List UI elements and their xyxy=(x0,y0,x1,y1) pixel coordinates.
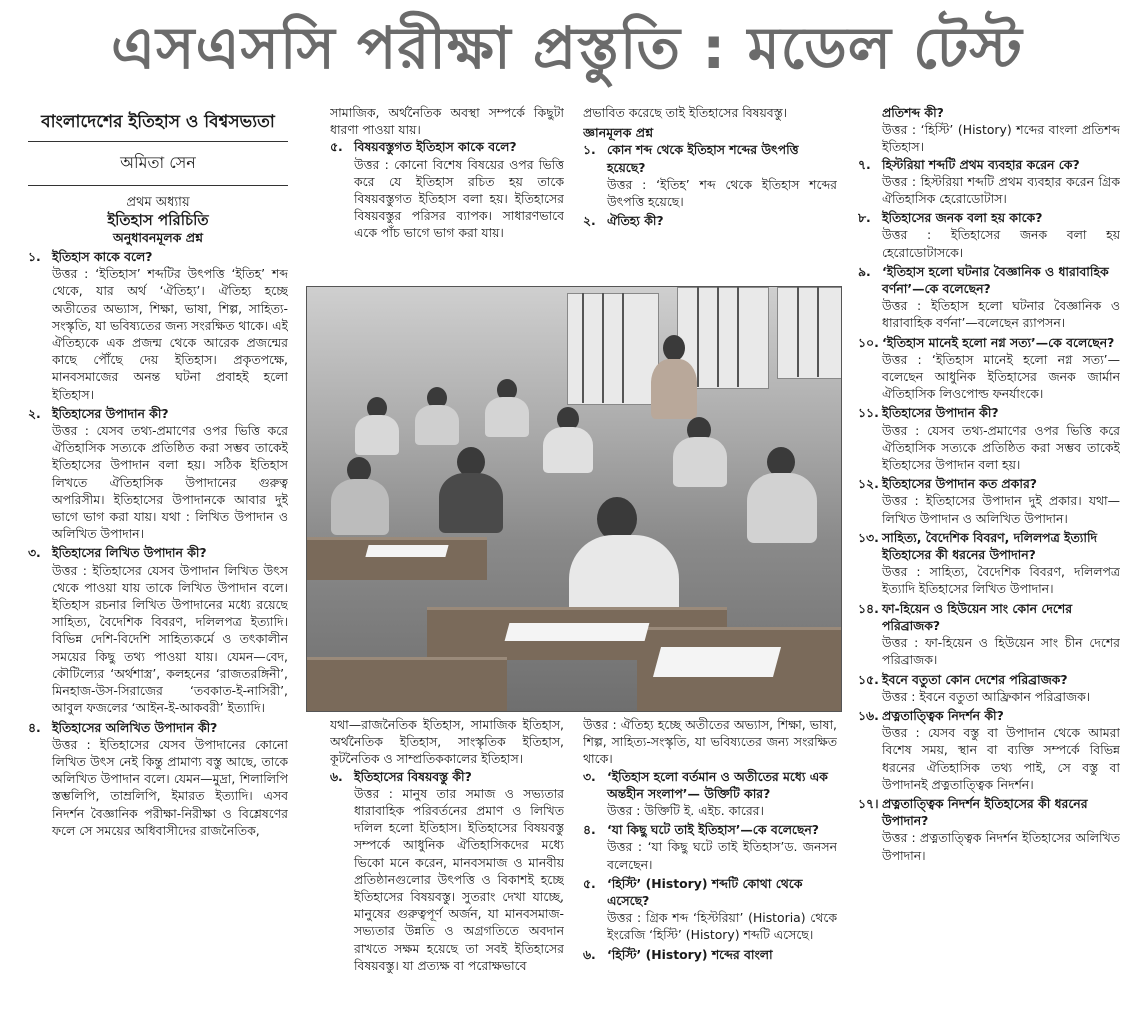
question xyxy=(858,529,1120,563)
qa-item xyxy=(858,475,1120,527)
question xyxy=(583,875,837,909)
question-text: ‘হিস্টি’ (History) শব্দটি কোথা থেকে এসেছে? xyxy=(607,875,803,909)
qa-list xyxy=(330,768,564,974)
qa-item xyxy=(858,209,1120,261)
question-number: ৪. xyxy=(583,822,596,838)
answer-text: উত্তর : ইবনে বতুতা আফ্রিকান পরিব্রাজক। xyxy=(882,688,1091,704)
question-text: ইতিহাস কাকে বলে? xyxy=(52,249,153,265)
question-number: ১৫. xyxy=(858,671,879,687)
qa-item xyxy=(858,404,1120,473)
question-text: প্রত্নতাত্ত্বিক নিদর্শন কী? xyxy=(882,707,1004,723)
question xyxy=(330,768,564,785)
knowledge-heading: জ্ঞানমূলক প্রশ্ন xyxy=(583,125,654,141)
question xyxy=(583,141,837,175)
question-number: ১. xyxy=(28,249,41,265)
qa-item xyxy=(330,138,564,241)
divider xyxy=(28,141,288,142)
question-text: ঐতিহ্য কী? xyxy=(607,213,664,229)
question-number: ১২. xyxy=(858,476,879,492)
question xyxy=(858,600,1120,634)
answer-text: উত্তর : গ্রিক শব্দ ‘হিস্টরিয়া’ (Historia) থেকে ইংরেজি ‘হিস্টি’ (History) শব্দটি এসেছে। xyxy=(607,910,837,943)
question xyxy=(858,334,1120,351)
qa-list xyxy=(583,141,837,229)
question xyxy=(858,156,1120,173)
question-text: বিষয়বস্তুগত ইতিহাস কাকে বলে? xyxy=(354,139,517,155)
question-number: ১০. xyxy=(858,334,879,350)
comprehension-heading: অনুধাবনমূলক প্রশ্ন xyxy=(113,229,203,245)
question xyxy=(28,405,288,422)
question-number: ৮. xyxy=(858,210,871,226)
question xyxy=(583,212,837,229)
answer-text: উত্তর : যেসব বস্তু বা উপাদান থেকে আমরা বিশেষ সময়, স্থান বা ব্যক্তি সম্পর্কে বিভিন্ন ধরনের ঐতিহাসিক তথ্য পাই, সে বস্তু বা উপাদানই প্রত্নতাত্ত্বিক নিদর্শন। xyxy=(882,725,1120,792)
qa-item xyxy=(583,141,837,210)
question-text: ইতিহাসের অলিখিত উপাদান কী? xyxy=(52,719,218,735)
headline: এসএসসি পরীক্ষা প্রস্তুতি : মডেল টেস্ট xyxy=(111,14,1023,82)
question-text: ‘ইতিহাস মানেই হলো নগ্ন সত্য’—কে বলেছেন? xyxy=(882,334,1115,350)
question-text: ইতিহাসের উপাদান কী? xyxy=(52,405,169,421)
qa-item xyxy=(583,946,837,963)
question-number: ১৬. xyxy=(858,707,879,723)
section-title: বাংলাদেশের ইতিহাস ও বিশ্বসভ্যতা xyxy=(41,112,275,132)
qa-item xyxy=(28,544,288,716)
continuation-text: প্রভাবিত করেছে তাই ইতিহাসের বিষয়বস্তু। xyxy=(583,105,788,120)
question xyxy=(28,248,288,265)
continuation-text: যথা—রাজনৈতিক ইতিহাস, সামাজিক ইতিহাস, অর্থনৈতিক ইতিহাস, সাংস্কৃতিক ইতিহাস, কূটনৈতিক ও সাম্প্রতিককালের ইতিহাস। xyxy=(330,717,564,767)
window xyxy=(567,293,659,405)
chapter-title: ইতিহাস পরিচিতি xyxy=(107,210,209,229)
answer-text: উত্তর : যেসব তথ্য-প্রমাণের ওপর ভিত্তি করে ঐতিহাসিক সত্যকে প্রতিষ্ঠিত করা সম্ভব তাকেই ইতিহাসের উপাদান বলা হয়। সঠিক ইতিহাস লিখতে ঐতিহাসিক উপাদানের গুরুত্ব অপরিসীম। ইতিহাসের উপাদানকে আবার দুই ভাগে ভাগ করা যায়। যথা : লিখিত উপাদান ও অলিখিত উপাদান। xyxy=(52,423,288,542)
question-number: ৭. xyxy=(858,156,871,172)
question-text: হিস্টরিয়া শব্দটি প্রথম ব্যবহার করেন কে? xyxy=(882,156,1080,172)
answer-continuation: উত্তর : ‘হিস্টি’ (History) শব্দের বাংলা প্রতিশব্দ ইতিহাস। xyxy=(882,122,1120,155)
question-number: ৫. xyxy=(330,139,343,155)
answer-text: উত্তর : হিস্টরিয়া শব্দটি প্রথম ব্যবহার করেন গ্রিক ঐতিহাসিক হেরোডোটাস। xyxy=(882,173,1120,207)
teacher xyxy=(663,335,685,361)
answer-text: উত্তর : সাহিত্য, বৈদেশিক বিবরণ, দলিলপত্র ইত্যাদি ইতিহাসের লিখিত উপাদান। xyxy=(882,564,1120,597)
qa-item xyxy=(583,768,837,820)
question-text: ইতিহাসের জনক বলা হয় কাকে? xyxy=(882,210,1043,226)
answer-text: উত্তর : ইতিহাসের জনক বলা হয় হেরোডোটাসকে। xyxy=(882,227,1120,260)
question-number: ৯. xyxy=(858,263,871,279)
qa-list xyxy=(583,768,837,963)
qa-item xyxy=(583,212,837,229)
question-text: ইতিহাসের লিখিত উপাদান কী? xyxy=(52,545,207,561)
qa-item xyxy=(858,795,1120,864)
qa-item xyxy=(858,671,1120,705)
column-3-bottom xyxy=(583,716,837,1032)
answer-text: উত্তর : ইতিহাস হলো ঘটনার বৈজ্ঞানিক ও ধারাবাহিক বর্ণনা’—বলেছেন র‌্যাপসন। xyxy=(882,298,1120,331)
continuation-text: সামাজিক, অর্থনৈতিক অবস্থা সম্পর্কে কিছুটা ধারণা পাওয়া যায়। xyxy=(330,105,564,138)
question-number: ৬. xyxy=(330,768,343,784)
question-number: ২. xyxy=(583,213,596,229)
answer-text: উত্তর : মানুষ তার সমাজ ও সভ্যতার ধারাবাহিক পরিবর্তনের প্রমাণ ও লিখিত দলিল হলো ইতিহাস। ইতিহাসের বিষয়বস্তু সম্পর্কে আধুনিক ঐতিহাসিকদের মধ্যে ভিকো মনে করেন, মানবসমাজ ও মানবীয় প্রতিষ্ঠানগুলোর উৎপত্তি ও বিকাশই হচ্ছে ইতিহাসের বিষয়বস্তু। সুতরাং দেখা যাচ্ছে, মানুষের গুরুত্বপূর্ণ অর্জন, যা মানবসমাজ-সভ্যতার উন্নতি ও অগ্রগতিতে অবদান রাখতে সক্ষম হয়েছে তা সবই ইতিহাসের বিষয়বস্তু। যা প্রত্যক্ষ বা পরোক্ষভাবে xyxy=(354,785,564,973)
question-number: ৪. xyxy=(28,719,41,735)
question-text: ইতিহাসের বিষয়বস্তু কী? xyxy=(354,768,472,784)
question xyxy=(858,209,1120,226)
continuation-text: উত্তর : ঐতিহ্য হচ্ছে অতীতের অভ্যাস, শিক্ষা, ভাষা, শিল্প, সাহিত্য-সংস্কৃতি, যা ভবিষ্যতের জন্য সংরক্ষিত থাকে। xyxy=(583,717,837,767)
chapter-label: প্রথম অধ্যায় xyxy=(126,195,190,211)
qa-list xyxy=(28,248,288,839)
qa-item xyxy=(858,529,1120,598)
answer-text: উত্তর : ইতিহাসের যেসব উপাদান লিখিত উৎস থেকে পাওয়া যায় তাকে লিখিত উপাদান বলে। ইতিহাস রচনার লিখিত উপাদানের মধ্যে রয়েছে সাহিত্য, বৈদেশিক বিবরণ, দলিলপত্র ইত্যাদি। বিভিন্ন দেশি-বিদেশি সাহিত্যকর্মে ও তৎকালীন সময়ের কিছু তথ্য পাওয়া যায়। যেমন—বেদ, কৌটিল্যের ‘অর্থশাস্ত্র’, কলহনের ‘রাজতরঙ্গিনী’, মিনহাজ-উস-সিরাজের ‘তবকাত-ই-নাসিরী’, আবুল ফজলের ‘আইন-ই-আকবরী’ ইত্যাদি। xyxy=(52,562,288,716)
exam-hall-photo xyxy=(306,286,842,712)
column-1 xyxy=(28,106,288,1032)
divider xyxy=(28,185,288,186)
qa-item xyxy=(28,248,288,403)
answer-text: উত্তর : উক্তিটি ই. এইচ. কারের। xyxy=(607,803,764,819)
qa-item xyxy=(858,263,1120,332)
question-number: ১৩. xyxy=(858,529,879,545)
question-text: ইতিহাসের উপাদান কত প্রকার? xyxy=(882,476,1037,492)
question-text: প্রত্নতাত্ত্বিক নিদর্শন ইতিহাসের কী ধরনের উপাদান? xyxy=(882,795,1088,829)
question xyxy=(28,719,288,736)
answer-text: উত্তর : ‘ইতিহাস মানেই হলো নগ্ন সত্য’—বলেছেন আধুনিক ইতিহাসের জনক জার্মান ঐতিহাসিক লিওপোল্ড ফনর্যাংকে। xyxy=(882,351,1120,402)
qa-item xyxy=(583,821,837,873)
question xyxy=(330,138,564,155)
qa-item xyxy=(330,768,564,974)
question xyxy=(583,768,837,802)
author-name: অমিতা সেন xyxy=(120,153,196,173)
question-text: কোন শব্দ থেকে ইতিহাস শব্দের উৎপত্তি হয়েছে? xyxy=(607,142,799,175)
qa-list xyxy=(858,156,1120,864)
question xyxy=(583,821,837,838)
qa-item xyxy=(858,334,1120,403)
qa-item xyxy=(28,405,288,543)
window xyxy=(777,287,842,379)
question-text: ইবনে বতুতা কোন দেশের পরিব্রাজক? xyxy=(882,671,1068,687)
qa-item xyxy=(858,600,1120,669)
column-2-bottom xyxy=(330,716,564,1032)
question-text: ফা-হিয়েন ও হিউয়েন সাং কোন দেশের পরিব্রাজক? xyxy=(882,600,1073,633)
question xyxy=(28,544,288,561)
answer-text: উত্তর : কোনো বিশেষ বিষয়ের ওপর ভিত্তি করে যে ইতিহাস রচিত হয় তাকে বিষয়বস্তুগত ইতিহাস বলা হয়। ইতিহাসের বিষয়বস্তুর পরিসর ব্যাপক। সাধারণভাবে একে পাঁচ ভাগে ভাগ করা যায়। xyxy=(354,156,564,241)
answer-text: উত্তর : যেসব তথ্য-প্রমাণের ওপর ভিত্তি করে ঐতিহাসিক সত্যকে প্রতিষ্ঠিত করা সম্ভব তাকেই ইতিহাসের উপাদান বলা হয়। xyxy=(882,422,1120,473)
answer-text: উত্তর : ‘ইতিহাস’ শব্দটির উৎপত্তি ‘ইতিহ’ শব্দ থেকে, যার অর্থ ‘ঐতিহ্য’। ঐতিহ্য হচ্ছে অতীতের অভ্যাস, শিক্ষা, ভাষা, শিল্প, সাহিত্য-সংস্কৃতি, যা ভবিষ্যতের জন্য সংরক্ষিত থাকে। এই ঐতিহ্যকে এক প্রজন্ম থেকে আরেক প্রজন্মের কাছে পৌঁছে দেয় ইতিহাস। প্রকৃতপক্ষে, মানবসমাজের অনন্ত ঘটনা প্রবাহই হলো ইতিহাস। xyxy=(52,266,288,402)
question xyxy=(858,707,1120,724)
question-text: ‘ইতিহাস হলো বর্তমান ও অতীতের মধ্যে এক অন্তহীন সংলাপ’— উক্তিটি কার? xyxy=(607,768,828,801)
column-3-top xyxy=(583,104,837,282)
question-text: ‘যা কিছু ঘটে তাই ইতিহাস’—কে বলেছেন? xyxy=(607,822,819,838)
question xyxy=(858,795,1120,829)
qa-list xyxy=(330,138,564,241)
question-number: ১১. xyxy=(858,405,879,421)
question xyxy=(858,475,1120,492)
question-number: ৩. xyxy=(28,545,41,561)
answer-text: উত্তর : প্রত্নতাত্ত্বিক নিদর্শন ইতিহাসের অলিখিত উপাদান। xyxy=(882,830,1120,863)
question-number: ১. xyxy=(583,142,596,158)
question-number: ৫. xyxy=(583,875,596,891)
answer-text: উত্তর : ইতিহাসের যেসব উপাদানের কোনো লিখিত উৎস নেই কিন্তু প্রামাণ্য বস্তু আছে, তাকে অলিখিত উপাদান বলে। যেমন—মুদ্রা, শিলালিপি স্তম্ভলিপি, তাম্রলিপি, ইমারত ইত্যাদি। এসব নিদর্শন বৈজ্ঞানিক পরীক্ষা-নিরীক্ষা ও বিশ্লেষণের ফলে সে সময়ের অধিবাসীদের রাজনৈতিক, xyxy=(52,736,288,838)
column-2-top xyxy=(330,104,564,282)
question-number: ১৭। xyxy=(858,795,879,811)
qa-item xyxy=(858,707,1120,793)
column-4 xyxy=(858,104,1120,1032)
question xyxy=(858,404,1120,421)
question-number: ৬. xyxy=(583,946,596,962)
answer-text: উত্তর : ‘ইতিহ’ শব্দ থেকে ইতিহাস শব্দের উৎপত্তি হয়েছে। xyxy=(607,176,837,210)
question xyxy=(858,263,1120,297)
question-text: ইতিহাসের উপাদান কী? xyxy=(882,405,999,421)
question-text: ‘হিস্টি’ (History) শব্দের বাংলা xyxy=(607,946,773,962)
answer-text: উত্তর : ফা-হিয়েন ও হিউয়েন সাং চীন দেশের পরিব্রাজক। xyxy=(882,635,1120,668)
qa-item xyxy=(858,156,1120,208)
question xyxy=(583,946,837,963)
question-number: ২. xyxy=(28,405,41,421)
qa-item xyxy=(583,875,837,944)
question xyxy=(858,671,1120,688)
qa-item xyxy=(28,719,288,839)
question-number: ১৪. xyxy=(858,600,879,616)
answer-text: উত্তর : ‘যা কিছু ঘটে তাই ইতিহাস’ড. জনসন বলেছেন। xyxy=(607,839,837,872)
answer-text: উত্তর : ইতিহাসের উপাদান দুই প্রকার। যথা—লিখিত উপাদান ও অলিখিত উপাদান। xyxy=(882,493,1120,526)
question-number: ৩. xyxy=(583,768,596,784)
question-text: ‘ইতিহাস হলো ঘটনার বৈজ্ঞানিক ও ধারাবাহিক বর্ণনা’—কে বলেছেন? xyxy=(882,263,1109,297)
question-continuation: প্রতিশব্দ কী? xyxy=(882,105,944,120)
question-text: সাহিত্য, বৈদেশিক বিবরণ, দলিলপত্র ইত্যাদি ইতিহাসের কী ধরনের উপাদান? xyxy=(882,529,1097,563)
